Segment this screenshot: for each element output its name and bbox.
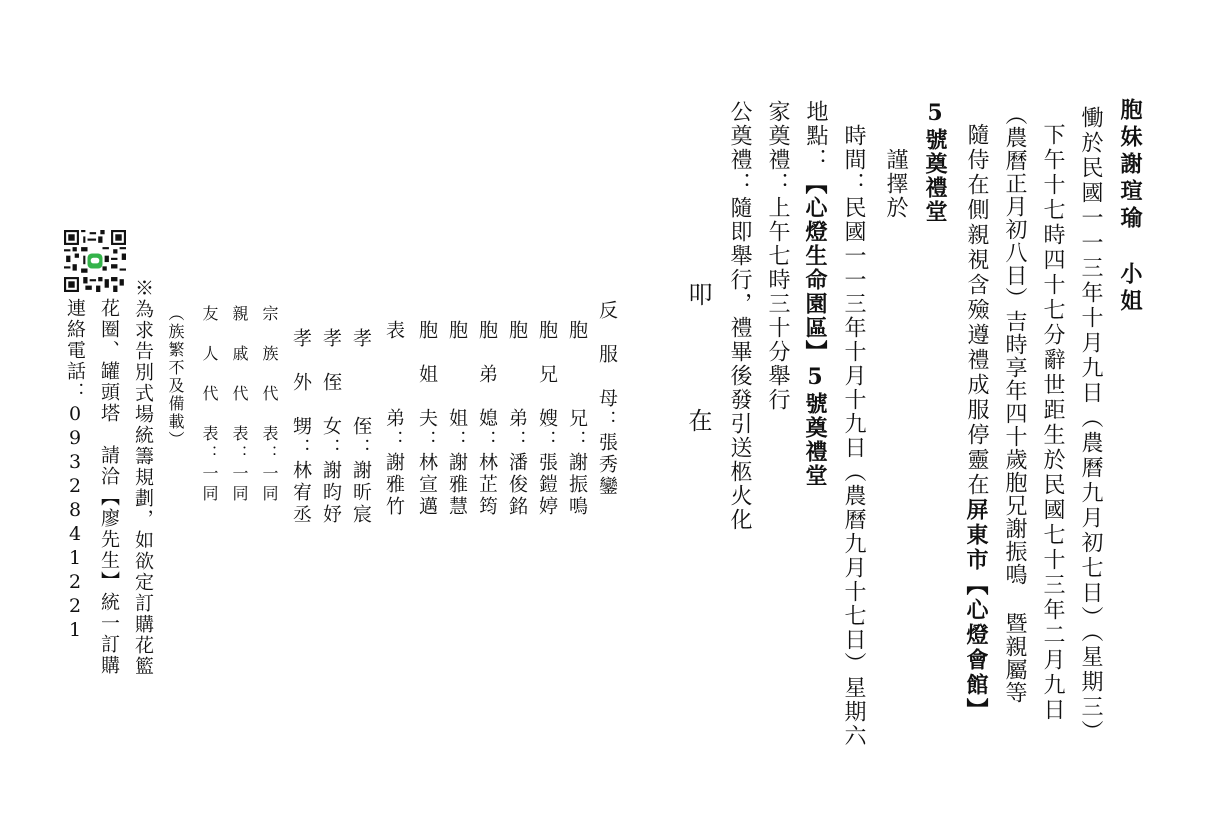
family-member-12: 宗 族 代 表：一同: [260, 305, 279, 505]
family-rite: 家奠禮：上午七時三十分舉行: [765, 100, 790, 412]
deceased-name: 胞妹謝瑄瑜: [1117, 98, 1143, 233]
location-venue: 【心燈會館】: [963, 573, 989, 723]
notice-phone: 連絡電話：0932841221: [64, 298, 86, 643]
family-member-6: 胞 姐：謝雅慧: [446, 320, 468, 518]
closing-word-1: 叩: [684, 282, 712, 308]
place-venue: 【心燈生命園區】5號奠禮堂: [802, 172, 828, 488]
family-member-4: 胞 弟：潘俊銘: [506, 320, 528, 518]
schedule-place: [800, 100, 830, 488]
selected-phrase: 謹擇於: [883, 148, 908, 220]
place-label: 地點：: [803, 100, 828, 172]
family-member-9: 孝 侄：謝昕宸: [350, 328, 372, 526]
body-line-3: （農曆正月初八日）吉時享年四十歲胞兄謝振鳴 暨親屬等: [1002, 103, 1027, 704]
family-member-2: 胞 兄：謝振鳴: [566, 320, 588, 518]
family-member-13: 親 戚 代 表：一同: [230, 305, 249, 505]
public-rite: 公奠禮：隨即舉行，禮畢後發引送柩火化: [727, 100, 752, 532]
body-line-4-text: 隨侍在側親視含殮遵禮成服停靈在: [964, 123, 989, 498]
schedule-time: 時間：民國一一三年十月十九日（農曆九月十七日）星期六: [841, 124, 866, 748]
location-city: 屏東市: [963, 498, 989, 573]
line-qr-code-icon[interactable]: [64, 230, 126, 292]
body-line-4: [961, 123, 991, 723]
honorific: 小姐: [1117, 262, 1143, 316]
family-member-8: 表 弟：謝雅竹: [383, 320, 405, 518]
ceremony-hall: 5號奠禮堂: [922, 100, 948, 224]
body-line-1: 慟於民國一一三年十月九日（農曆九月初七日）（星期三）: [1078, 106, 1103, 745]
notice-line-2: 花圈、罐頭塔 請洽【廖先生】統一訂購: [98, 298, 120, 676]
family-member-3: 胞 兄 嫂：張鎧婷: [536, 320, 558, 518]
notice-line-1: ※為求告別式場統籌規劃，如欲定訂購花籃: [132, 278, 154, 677]
family-member-1: 反 服 母：張秀鑾: [596, 300, 618, 498]
family-member-note: （族繁不及備載）: [166, 305, 185, 449]
family-member-5: 胞 弟 媳：林芷筠: [476, 320, 498, 518]
family-member-11: 孝 外 甥：林宥丞: [290, 328, 312, 526]
family-member-7: 胞 姐 夫：林宣邁: [416, 320, 438, 518]
family-member-14: 友 人 代 表：一同: [200, 305, 219, 505]
closing-word-2: 在: [684, 408, 712, 434]
family-member-10: 孝 侄 女：謝昀妤: [320, 328, 342, 526]
body-line-2: 下午十七時四十七分辭世距生於民國七十三年二月九日: [1040, 123, 1065, 723]
